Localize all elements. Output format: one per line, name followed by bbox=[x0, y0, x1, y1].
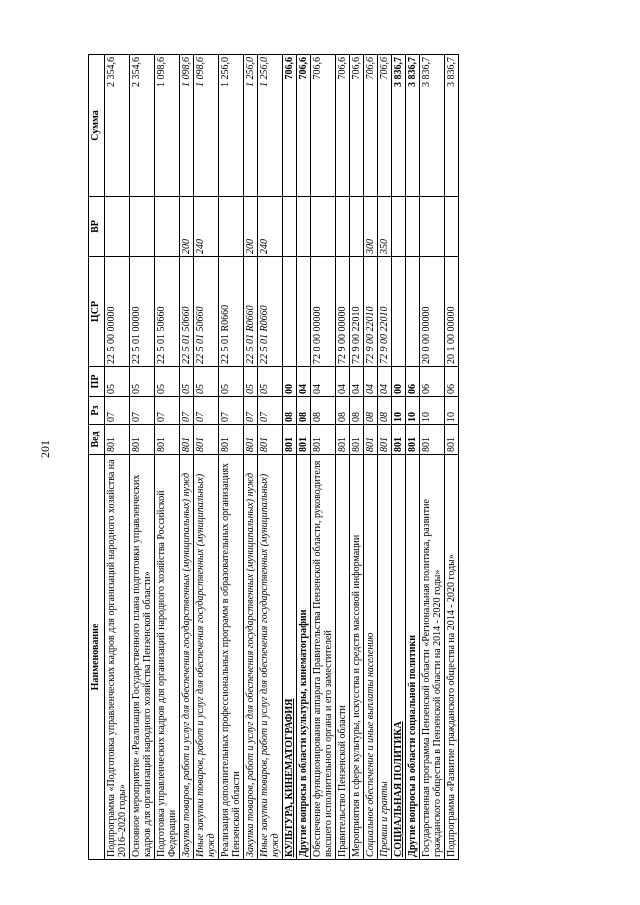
cell-rz: 10 bbox=[406, 397, 420, 425]
table-row bbox=[336, 55, 350, 860]
cell-csr: 72 0 00 00000 bbox=[311, 257, 336, 367]
cell-ved: 801 bbox=[194, 425, 219, 455]
cell-pr: 04 bbox=[336, 367, 350, 397]
table-row bbox=[350, 55, 364, 860]
cell-pr: 05 bbox=[258, 367, 283, 397]
cell-name: Правительство Пензенской области bbox=[336, 455, 350, 860]
header-csr: ЦСР bbox=[89, 257, 105, 367]
cell-name: Премии и гранты bbox=[378, 455, 392, 860]
header-rz: Рз bbox=[89, 397, 105, 425]
cell-rz: 08 bbox=[311, 397, 336, 425]
cell-vr bbox=[420, 197, 445, 257]
cell-ved: 801 bbox=[155, 425, 180, 455]
table-row bbox=[244, 55, 258, 860]
cell-pr: 04 bbox=[364, 367, 378, 397]
cell-vr bbox=[130, 197, 155, 257]
cell-pr: 05 bbox=[244, 367, 258, 397]
table-row bbox=[219, 55, 244, 860]
cell-ved: 801 bbox=[219, 425, 244, 455]
cell-pr: 05 bbox=[194, 367, 219, 397]
cell-ved: 801 bbox=[378, 425, 392, 455]
cell-vr: 300 bbox=[364, 197, 378, 257]
table-row bbox=[364, 55, 378, 860]
cell-csr: 22 5 01 R0660 bbox=[219, 257, 244, 367]
cell-ved: 801 bbox=[392, 425, 406, 455]
cell-pr: 04 bbox=[350, 367, 364, 397]
cell-vr bbox=[105, 197, 130, 257]
cell-name: Подпрограмма «Подготовка управленческих кадров для организаций народного хозяйства на 2016–2020 годы» bbox=[105, 455, 130, 860]
cell-csr: 22 5 01 50660 bbox=[194, 257, 219, 367]
cell-pr: 04 bbox=[297, 367, 311, 397]
cell-sum: 3 836,7 bbox=[420, 55, 445, 197]
cell-sum: 706,6 bbox=[364, 55, 378, 197]
cell-sum: 3 836,7 bbox=[392, 55, 406, 197]
cell-ved: 801 bbox=[406, 425, 420, 455]
cell-name: Социальное обеспечение и иные выплаты населению bbox=[364, 455, 378, 860]
cell-pr: 05 bbox=[130, 367, 155, 397]
table-header-row bbox=[89, 55, 105, 860]
table-row bbox=[311, 55, 336, 860]
cell-sum: 706,6 bbox=[336, 55, 350, 197]
cell-rz: 07 bbox=[244, 397, 258, 425]
cell-name: Мероприятия в сфере культуры, искусства и средств массовой информации bbox=[350, 455, 364, 860]
cell-vr bbox=[336, 197, 350, 257]
cell-ved: 801 bbox=[364, 425, 378, 455]
table-row bbox=[155, 55, 180, 860]
cell-ved: 801 bbox=[311, 425, 336, 455]
cell-vr bbox=[406, 197, 420, 257]
table-row bbox=[130, 55, 155, 860]
cell-csr: 22 5 01 R0660 bbox=[258, 257, 283, 367]
cell-pr: 05 bbox=[155, 367, 180, 397]
cell-name: КУЛЬТУРА, КИНЕМАТОГРАФИЯ bbox=[283, 455, 297, 860]
header-pr: ПР bbox=[89, 367, 105, 397]
cell-ved: 801 bbox=[445, 425, 459, 455]
table-row bbox=[420, 55, 445, 860]
cell-vr bbox=[283, 197, 297, 257]
cell-sum: 706,6 bbox=[311, 55, 336, 197]
cell-rz: 08 bbox=[336, 397, 350, 425]
table-row bbox=[194, 55, 219, 860]
cell-rz: 07 bbox=[180, 397, 194, 425]
cell-csr: 72 9 00 22010 bbox=[378, 257, 392, 367]
cell-ved: 801 bbox=[420, 425, 445, 455]
cell-pr: 05 bbox=[219, 367, 244, 397]
cell-sum: 1 098,6 bbox=[155, 55, 180, 197]
cell-sum: 1 256,0 bbox=[258, 55, 283, 197]
cell-rz: 10 bbox=[445, 397, 459, 425]
cell-name: Государственная программа Пензенской области «Региональная политика, развитие гражданского общества в Пензенской области на 2014 - 2020 годы» bbox=[420, 455, 445, 860]
cell-vr: 240 bbox=[258, 197, 283, 257]
cell-csr: 20 0 00 00000 bbox=[420, 257, 445, 367]
cell-name: Закупка товаров, работ и услуг для обеспечения государственных (муниципальных) нужд bbox=[180, 455, 194, 860]
table-row bbox=[378, 55, 392, 860]
cell-ved: 801 bbox=[297, 425, 311, 455]
cell-sum: 706,6 bbox=[283, 55, 297, 197]
cell-csr: 20 1 00 00000 bbox=[445, 257, 459, 367]
cell-name: Другие вопросы в области социальной политики bbox=[406, 455, 420, 860]
cell-pr: 04 bbox=[378, 367, 392, 397]
cell-name: Иные закупки товаров, работ и услуг для обеспечения государственных (муниципальных) нужд bbox=[258, 455, 283, 860]
cell-pr: 06 bbox=[420, 367, 445, 397]
cell-sum: 2 354,6 bbox=[130, 55, 155, 197]
cell-name: Подготовка управленческих кадров для организаций народного хозяйства Российской Федерации bbox=[155, 455, 180, 860]
cell-name: Другие вопросы в области культуры, кинематографии bbox=[297, 455, 311, 860]
cell-rz: 07 bbox=[258, 397, 283, 425]
cell-vr: 200 bbox=[180, 197, 194, 257]
cell-pr: 05 bbox=[105, 367, 130, 397]
cell-vr bbox=[311, 197, 336, 257]
cell-rz: 10 bbox=[420, 397, 445, 425]
cell-pr: 00 bbox=[392, 367, 406, 397]
cell-csr: 72 9 00 22010 bbox=[350, 257, 364, 367]
cell-sum: 706,6 bbox=[378, 55, 392, 197]
cell-sum: 1 098,6 bbox=[180, 55, 194, 197]
cell-csr: 22 5 01 50660 bbox=[155, 257, 180, 367]
cell-name: СОЦИАЛЬНАЯ ПОЛИТИКА bbox=[392, 455, 406, 860]
cell-csr bbox=[392, 257, 406, 367]
cell-rz: 07 bbox=[155, 397, 180, 425]
cell-sum: 3 836,7 bbox=[406, 55, 420, 197]
cell-rz: 07 bbox=[194, 397, 219, 425]
cell-rz: 07 bbox=[130, 397, 155, 425]
cell-rz: 08 bbox=[283, 397, 297, 425]
table-row bbox=[297, 55, 311, 860]
cell-rz: 10 bbox=[392, 397, 406, 425]
cell-vr bbox=[297, 197, 311, 257]
header-name: Наименование bbox=[89, 455, 105, 860]
page-number: 201 bbox=[38, 440, 52, 458]
cell-rz: 08 bbox=[364, 397, 378, 425]
header-vr: ВР bbox=[89, 197, 105, 257]
cell-csr: 22 5 01 00000 bbox=[130, 257, 155, 367]
cell-pr: 04 bbox=[311, 367, 336, 397]
cell-rz: 07 bbox=[219, 397, 244, 425]
cell-name: Основное мероприятие «Реализация Государственного плана подготовки управленческих кадров для организаций народного хозяйства Пензенской области» bbox=[130, 455, 155, 860]
cell-name: Иные закупки товаров, работ и услуг для обеспечения государственных (муниципальных) нужд bbox=[194, 455, 219, 860]
cell-sum: 1 098,6 bbox=[194, 55, 219, 197]
table-row bbox=[180, 55, 194, 860]
cell-vr bbox=[155, 197, 180, 257]
cell-rz: 08 bbox=[350, 397, 364, 425]
header-sum: Сумма bbox=[89, 55, 105, 197]
cell-pr: 05 bbox=[180, 367, 194, 397]
cell-csr: 22 5 00 00000 bbox=[105, 257, 130, 367]
cell-name: Обеспечение функционирования аппарата Правительства Пензенской области, руководителя высшего исполнительного органа и его заместителей bbox=[311, 455, 336, 860]
cell-csr bbox=[297, 257, 311, 367]
cell-vr bbox=[350, 197, 364, 257]
cell-pr: 00 bbox=[283, 367, 297, 397]
cell-ved: 801 bbox=[336, 425, 350, 455]
table-row bbox=[258, 55, 283, 860]
table-body bbox=[105, 55, 459, 860]
table-row bbox=[445, 55, 459, 860]
cell-csr: 22 5 01 50660 bbox=[180, 257, 194, 367]
cell-vr bbox=[219, 197, 244, 257]
cell-ved: 801 bbox=[130, 425, 155, 455]
cell-ved: 801 bbox=[180, 425, 194, 455]
table-row bbox=[392, 55, 406, 860]
cell-rz: 07 bbox=[105, 397, 130, 425]
cell-rz: 08 bbox=[378, 397, 392, 425]
cell-vr bbox=[445, 197, 459, 257]
cell-csr: 72 9 00 22010 bbox=[364, 257, 378, 367]
cell-pr: 06 bbox=[445, 367, 459, 397]
cell-csr bbox=[283, 257, 297, 367]
cell-ved: 801 bbox=[105, 425, 130, 455]
cell-pr: 06 bbox=[406, 367, 420, 397]
cell-ved: 801 bbox=[350, 425, 364, 455]
cell-name: Подпрограмма «Развитие гражданского общества на 2014 - 2020 годы» bbox=[445, 455, 459, 860]
rotated-table-container bbox=[88, 55, 568, 860]
cell-sum: 1 256,0 bbox=[244, 55, 258, 197]
cell-vr: 350 bbox=[378, 197, 392, 257]
cell-ved: 801 bbox=[244, 425, 258, 455]
budget-table bbox=[88, 54, 459, 860]
cell-vr: 240 bbox=[194, 197, 219, 257]
cell-sum: 1 256,0 bbox=[219, 55, 244, 197]
cell-csr: 72 9 00 00000 bbox=[336, 257, 350, 367]
cell-csr: 22 5 01 R0660 bbox=[244, 257, 258, 367]
header-ved: Вед bbox=[89, 425, 105, 455]
cell-sum: 706,6 bbox=[297, 55, 311, 197]
cell-sum: 3 836,7 bbox=[445, 55, 459, 197]
cell-ved: 801 bbox=[258, 425, 283, 455]
cell-name: Реализация дополнительных профессиональных программ в образовательных организациях Пензенской области bbox=[219, 455, 244, 860]
table-row bbox=[406, 55, 420, 860]
cell-vr: 200 bbox=[244, 197, 258, 257]
cell-name: Закупка товаров, работ и услуг для обеспечения государственных (муниципальных) нужд bbox=[244, 455, 258, 860]
table-row bbox=[283, 55, 297, 860]
cell-rz: 08 bbox=[297, 397, 311, 425]
cell-csr bbox=[406, 257, 420, 367]
cell-sum: 706,6 bbox=[350, 55, 364, 197]
cell-ved: 801 bbox=[283, 425, 297, 455]
cell-sum: 2 354,6 bbox=[105, 55, 130, 197]
cell-vr bbox=[392, 197, 406, 257]
table-row bbox=[105, 55, 130, 860]
